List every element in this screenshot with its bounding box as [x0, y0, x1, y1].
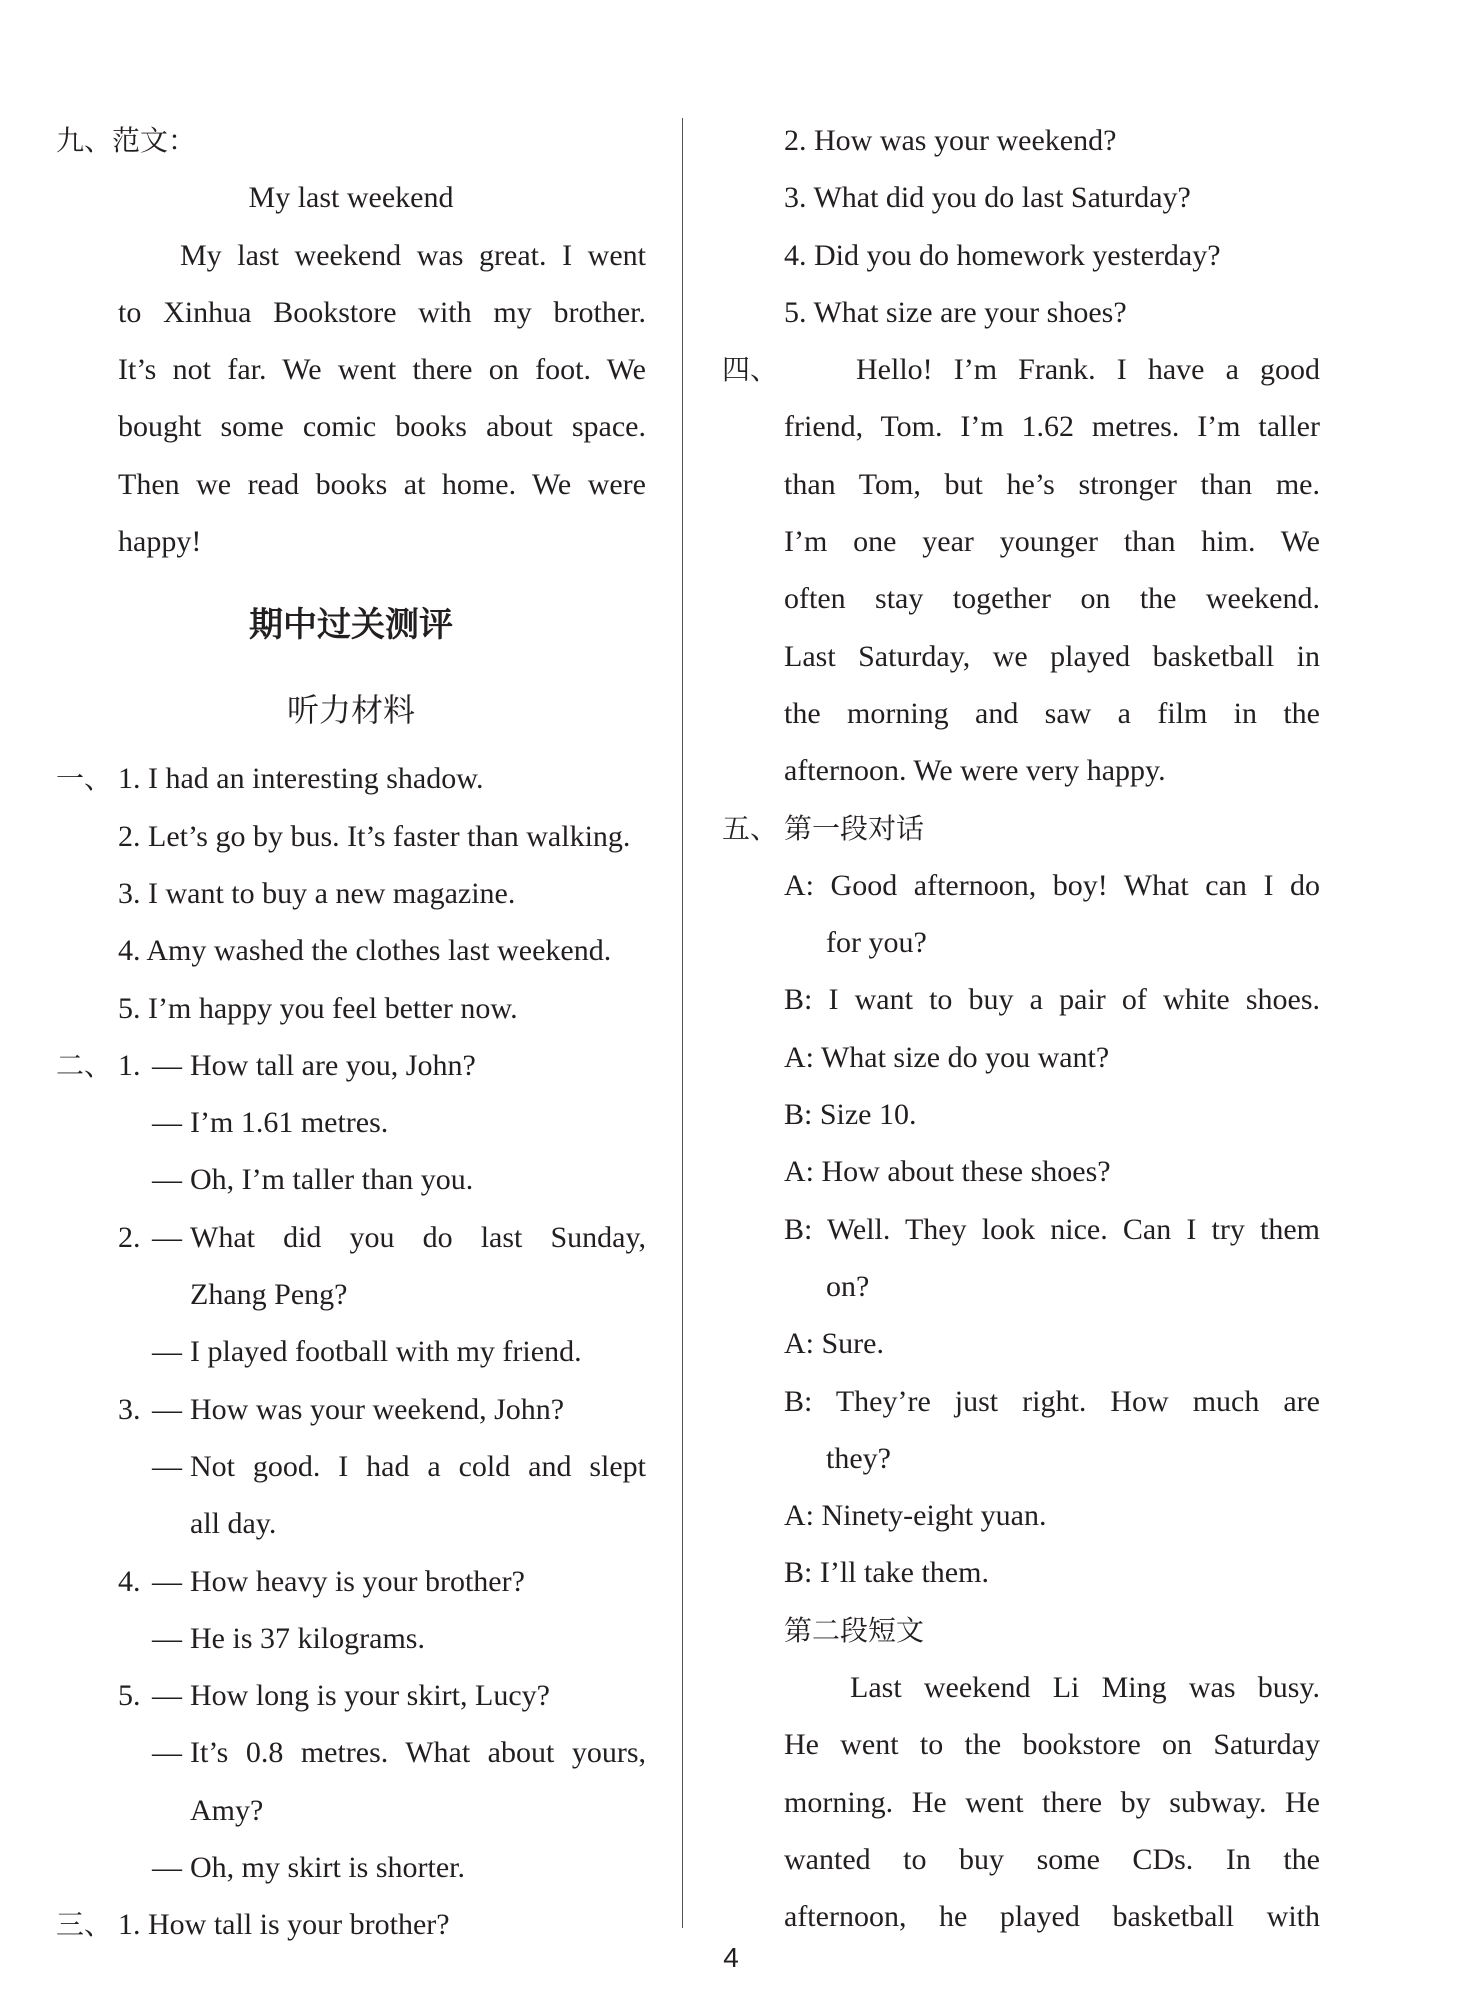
dialogue-line: A: Ninety-eight yuan.	[784, 1499, 1047, 1533]
section-2-line: Amy?	[190, 1793, 264, 1827]
section-2-mark: 二、	[56, 1048, 113, 1082]
passage-line: afternoon, he played basketball with	[784, 1900, 1320, 1934]
section-1-item: 2. Let’s go by bus. It’s faster than walking.	[118, 819, 631, 853]
section-3-item: 4. Did you do homework yesterday?	[784, 238, 1221, 272]
line-text: It’s 0.8 metres. What about yours,	[190, 1736, 646, 1770]
section-9-mark: 九、	[56, 124, 113, 157]
dialogue-line: they?	[826, 1441, 891, 1475]
section-1-item: 5. I’m happy you feel better now.	[118, 991, 518, 1025]
dialogue-line: A: Good afternoon, boy! What can I do	[784, 868, 1320, 902]
passage-line: Hello! I’m Frank. I have a good	[856, 353, 1320, 387]
passage-line: I’m one year younger than him. We	[784, 525, 1320, 559]
item-number: 4.	[118, 1564, 141, 1598]
section-1-mark: 一、	[56, 762, 113, 796]
section-2-line	[152, 1839, 646, 1896]
passage-line: morning. He went there by subway. He	[784, 1785, 1320, 1819]
passage-line: the morning and saw a film in the	[784, 696, 1320, 730]
dialogue-line: for you?	[826, 926, 927, 960]
item-number: 5.	[118, 1679, 141, 1713]
essay-title: My last weekend	[248, 181, 454, 215]
section-1-item: 4. Amy washed the clothes last weekend.	[118, 934, 612, 968]
essay-line: to Xinhua Bookstore with my brother.	[118, 295, 646, 329]
line-text: I’m 1.61 metres.	[190, 1106, 389, 1140]
dialogue-line: A: What size do you want?	[784, 1040, 1110, 1074]
dash: —	[152, 1106, 182, 1140]
passage-line: afternoon. We were very happy.	[784, 754, 1166, 788]
section-4-mark: 四、	[722, 353, 779, 387]
item-number: 3.	[118, 1392, 141, 1426]
line-text: What did you do last Sunday,	[190, 1220, 646, 1254]
section-1-item: 3. I want to buy a new magazine.	[118, 876, 516, 910]
section-2-line	[118, 1553, 646, 1610]
left-column	[56, 112, 646, 1954]
passage-line: Last Saturday, we played basketball in	[784, 639, 1320, 673]
line-text: How heavy is your brother?	[190, 1564, 525, 1598]
section-5-header	[722, 800, 1320, 857]
dash: —	[152, 1679, 182, 1713]
section-3-item: 5. What size are your shoes?	[784, 295, 1127, 329]
essay-line: My last weekend was great. I went	[180, 238, 646, 272]
passage-line: than Tom, but he’s stronger than me.	[784, 467, 1320, 501]
section-5-mark: 五、	[722, 811, 779, 845]
essay-line: bought some comic books about space.	[118, 410, 646, 444]
line-text: Oh, I’m taller than you.	[190, 1163, 474, 1197]
section-2-line	[152, 1094, 646, 1151]
section-3-mark: 三、	[56, 1908, 113, 1942]
exam-title: 期中过关测评	[249, 605, 453, 646]
dialogue-line: B: Size 10.	[784, 1098, 917, 1132]
line-text: How long is your skirt, Lucy?	[190, 1679, 550, 1713]
section-2-line: Zhang Peng?	[190, 1278, 348, 1312]
section-3-item: 2. How was your weekend?	[784, 124, 1117, 157]
dialogue-label: 第一段对话	[784, 811, 925, 845]
line-text: He is 37 kilograms.	[190, 1621, 425, 1655]
passage-line: He went to the bookstore on Saturday	[784, 1728, 1320, 1762]
dash: —	[152, 1564, 182, 1598]
dash: —	[152, 1048, 182, 1082]
section-1-text: 1. I had an interesting shadow.	[118, 762, 484, 796]
listening-title: 听力材料	[286, 691, 415, 730]
dialogue-line: A: Sure.	[784, 1327, 884, 1361]
section-1-item	[56, 750, 646, 807]
dash: —	[152, 1736, 182, 1770]
section-9-header	[56, 112, 646, 169]
column-divider	[682, 118, 683, 1928]
line-text: I played football with my friend.	[190, 1335, 582, 1369]
dash: —	[152, 1392, 182, 1426]
passage-line: wanted to buy some CDs. In the	[784, 1842, 1320, 1876]
dialogue-line: B: They’re just right. How much are	[784, 1384, 1320, 1418]
dash: —	[152, 1335, 182, 1369]
dialogue-line: B: Well. They look nice. Can I try them	[784, 1212, 1320, 1246]
section-3-text: 1. How tall is your brother?	[118, 1908, 450, 1942]
section-2-line	[56, 1037, 646, 1094]
passage-line: friend, Tom. I’m 1.62 metres. I’m taller	[784, 410, 1320, 444]
dash: —	[152, 1621, 182, 1655]
dialogue-line: B: I want to buy a pair of white shoes.	[784, 983, 1320, 1017]
section-2-line: all day.	[190, 1507, 277, 1541]
section-4-line	[722, 341, 1320, 398]
right-column	[722, 112, 1320, 1946]
section-2-line	[152, 1151, 646, 1208]
essay-line: happy!	[118, 525, 202, 559]
section-2-line	[118, 1381, 646, 1438]
section-3-item: 3. What did you do last Saturday?	[784, 181, 1191, 215]
line-text: Not good. I had a cold and slept	[190, 1449, 646, 1483]
section-2-line	[118, 1667, 646, 1724]
dash: —	[152, 1163, 182, 1197]
line-text: How was your weekend, John?	[190, 1392, 565, 1426]
section-2-line	[152, 1610, 646, 1667]
passage-label: 第二段短文	[784, 1613, 925, 1647]
line-text: How tall are you, John?	[190, 1048, 476, 1082]
dash: —	[152, 1851, 182, 1885]
line-text: Oh, my skirt is shorter.	[190, 1851, 465, 1885]
essay-line: It’s not far. We went there on foot. We	[118, 353, 646, 387]
section-2-line	[152, 1323, 646, 1380]
section-2-line	[152, 1724, 646, 1781]
dialogue-line: A: How about these shoes?	[784, 1155, 1111, 1189]
passage-line: often stay together on the weekend.	[784, 582, 1320, 616]
item-number: 2.	[118, 1220, 141, 1254]
dialogue-line: on?	[826, 1269, 870, 1303]
section-2-line	[118, 1209, 646, 1266]
dash: —	[152, 1220, 182, 1254]
item-number: 1.	[118, 1048, 141, 1082]
page-number: 4	[723, 1942, 739, 1973]
essay-line: Then we read books at home. We were	[118, 467, 646, 501]
section-2-line	[152, 1438, 646, 1495]
dialogue-line: B: I’ll take them.	[784, 1556, 989, 1590]
passage-line: Last weekend Li Ming was busy.	[850, 1671, 1320, 1705]
dash: —	[152, 1449, 182, 1483]
section-9-label: 范文：	[112, 124, 197, 157]
